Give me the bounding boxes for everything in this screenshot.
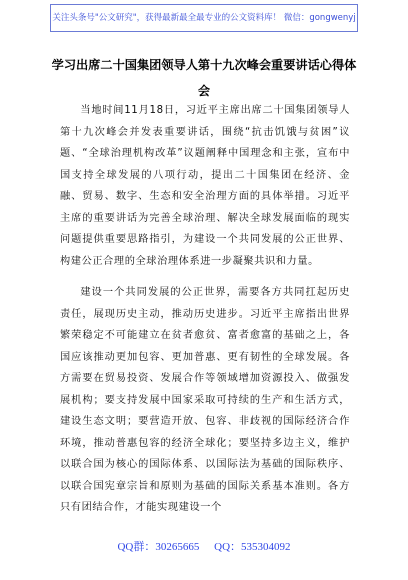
document-body [60,100,350,529]
paragraph: 建设一个共同发展的公正世界，需要各方共同扛起历史责任，展现历史主动，推动历史进步。习近平主席指出世界繁荣稳定不可能建立在贫者愈贫、富者愈富的基础之上，各国应该推动更加包容、更加普惠、更有韧性的全球发展。各方需要在贸易投资、发展合作等领域增加资源投入、做强发展机构；要支持发展中国家采取可持续的生产和生活方式，建设生态文明；要营造开放、包容、非歧视的国际经济合作环境，推动普惠包容的经济全球化；要坚持多边主义，维护以联合国为核心的国际体系、以国际法为基础的国际秩序、以联合国宪章宗旨和原则为基础的国际关系基本准则。各方只有团结合作，才能实现建设一个 [60,287,350,513]
paragraph: 当地时间11月18日，习近平主席出席二十国集团领导人第十九次峰会并发表重要讲话，围绕“抗击饥饿与贫困”议题、“全球治理机构改革”议题阐释中国理念和主张，宣布中国支持全球发展的八项行动，提出二十国集团在经济、金融、贸易、数字、生态和安全治理方面的具体举措。习近平主席的重要讲话为完善全球治理、解决全球发展面临的现实问题提供重要思路指引，为建设一个共同发展的公正世界、构建公正合理的全球治理体系进一步凝聚共识和力量。 [60,105,350,267]
header-banner: 关注头条号"公文研究"，获得最新最全最专业的公文资料库！ 微信：gongwenyj [50,4,358,32]
footer-qq-number: QQ：535304092 [214,541,291,553]
page-title: 学习出席二十国集团领导人第十九次峰会重要讲话心得体会 [51,58,357,98]
footer-qq-group: QQ群：30265665 [117,541,200,553]
footer [0,538,408,556]
